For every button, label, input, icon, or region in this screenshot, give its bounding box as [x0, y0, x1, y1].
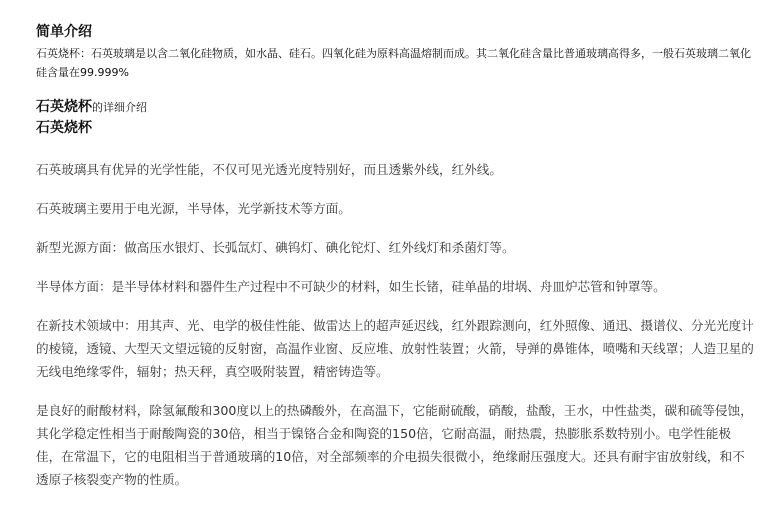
paragraph-optical: 石英玻璃具有优异的光学性能，不仅可见光透光度特别好，而且透紫外线，红外线。: [36, 162, 502, 177]
intro-text: 石英烧杯：石英玻璃是以含二氧化硅物质，如水晶、硅石。四氧化硅为原料高温熔制而成。其二氧化硅含量比普通玻璃高得多，一般石英玻璃二氧化硅含量在99.999%: [36, 47, 751, 79]
paragraph-chemical: 是良好的耐酸材料，除氢氟酸和300度以上的热磷酸外，在高温下，它能耐硫酸，硝酸，盐酸，王水，中性盐类，碳和硫等侵蚀，其化学稳定性相当于耐酸陶瓷的30倍，相当于镍铬合金和陶瓷的150倍，它耐高温，耐热震，热膨胀系数特别小。电学性能极佳，在常温下，它的电阻相当于普通玻璃的10倍，对全部频率的介电损失很微小，绝缘耐压强度大。还具有耐宇宙放射线，和不透原子核裂变产物的性质。: [36, 403, 753, 487]
paragraph-semiconductor: 半导体方面：是半导体材料和器件生产过程中不可缺少的材料，如生长锗，硅单晶的坩埚、舟皿炉芯管和钟罩等。: [36, 279, 666, 294]
article: [36, 22, 756, 491]
detail-heading: [36, 96, 756, 118]
detail-heading-suffix: 的详细介绍: [92, 101, 147, 114]
paragraph-light-source: 新型光源方面：做高压水银灯、长弧氙灯、碘钨灯、碘化铊灯、红外线灯和杀菌灯等。: [36, 240, 515, 255]
detail-heading-bold: 石英烧杯: [36, 99, 92, 115]
paragraph-new-tech: 在新技术领域中：用其声、光、电学的极佳性能、做雷达上的超声延迟线，红外跟踪测向，红外照像、通迅、摄谱仪、分光光度计的棱镜，透镜、大型天文望远镜的反射窗，高温作业窗、反应堆、放射性装置；火箭，导弹的鼻锥体，喷嘴和天线罩；人造卫星的无线电绝缘零件，辐射；热天秤，真空吸附装置，精密铸造等。: [36, 318, 754, 379]
detail-subtitle: 石英烧杯: [36, 120, 92, 136]
intro-heading: 简单介绍: [36, 24, 92, 40]
paragraph-uses: 石英玻璃主要用于电光源，半导体，光学新技术等方面。: [36, 201, 351, 216]
